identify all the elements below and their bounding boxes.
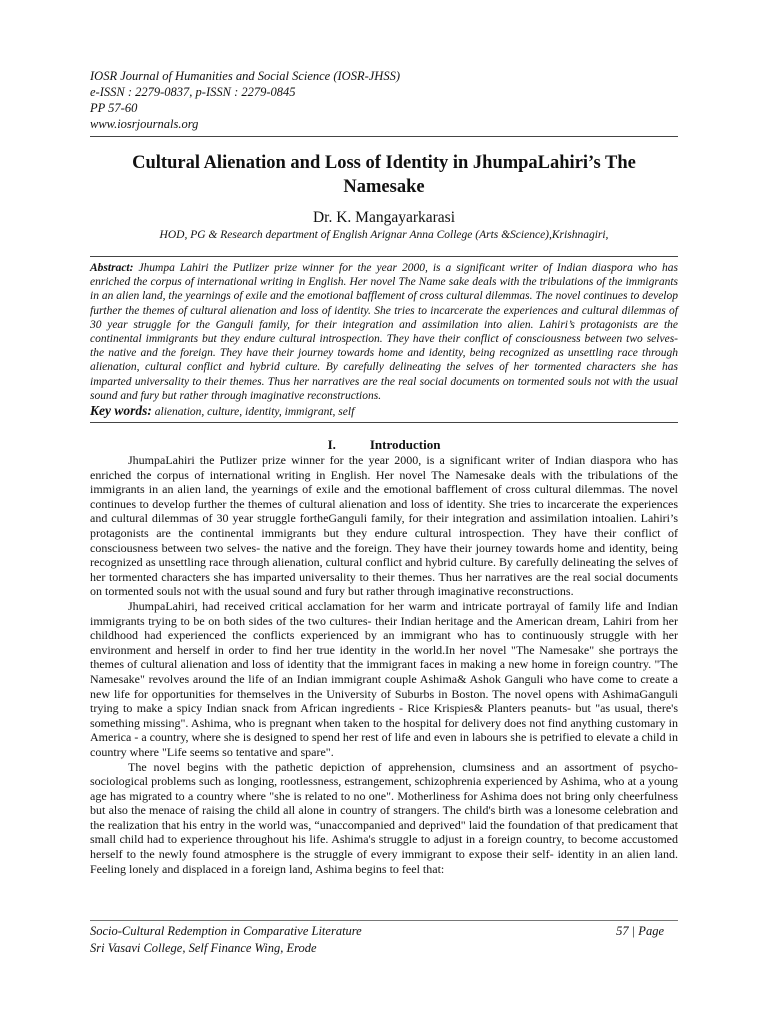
paper-page (90, 68, 678, 876)
footer-college: Sri Vasavi College, Self Finance Wing, Erode (90, 941, 317, 955)
section-title: Introduction (369, 437, 441, 453)
journal-issn: e-ISSN : 2279-0837, p-ISSN : 2279-0845 (90, 85, 296, 99)
abstract-label: Abstract: (90, 262, 134, 274)
journal-header (90, 68, 678, 132)
title-line-1: Cultural Alienation and Loss of Identity in JhumpaLahiri’s The (132, 153, 636, 173)
keywords (90, 404, 678, 423)
title-line-2: Namesake (343, 177, 425, 197)
body-paragraph-2: JhumpaLahiri, had received critical acclamation for her warm and intricate portrayal of family life and Indian immigrants trying to be on both sides of the two cultures- their Indian heritage and the American dream, Lahiri from her childhood had experienced the conflicts experienced by an immigrant who has to continuously struggle with her environment and herself in order to find her true identity in the world.In her novel "The Namesake" she portrays the themes of cultural alienation and loss of identity that the immigrant faces in making a new home in foreign country. "The Namesake" revolves around the life of an Indian immigrant couple Ashima& Ashok Ganguli who have come to create a new life for opportunities for themselves in the University of Suburbs in Boston. The novel opens with AshimaGanguli trying to make a spicy Indian snack from African ingredients - Rice Krispies& Planters peanuts- but "as usual, there's something missing". Ashima, who is pregnant when taken to the hospital for delivery does not find anything customary in America - a country, where she is designed to spend her rest of life and even in labours she is petrified to elevate a child in country where "Life seems so tentative and spare". (90, 598, 678, 759)
author-name: Dr. K. Mangayarkarasi (312, 209, 456, 226)
body-paragraph-1: JhumpaLahiri the Putlizer prize winner for the year 2000, is a significant writer of Indian diaspora who has enriched the corpus of international writing in English. Her novel The Namesake deals with the tribulations of the immigrants in an alien land, the yearnings of exile and the emotional bafflement of cross cultural dilemmas. The novel continues to develop further the themes of cultural alienation and loss of identity. She tries to incarcerate the experiences and cultural dilemmas of 30 year struggle fortheGanguli family, for their integration and assimilation intoalien. Lahiri’s protagonists are the continental immigrants but they endure cultural introspection. They have their conflict of consciousness between two selves- the native and the foreign. They have their journey towards home and identity, being recognized as unsettling race through alienation, cultural conflict and hybrid culture. By carefully delineating the selves of her tormented characters she has imparted universality to their themes. Thus her narratives are the real social documents on tormented souls not with the usual sound and fury but rather through imaginative reconstructions. (90, 453, 678, 599)
footer-conference: Socio-Cultural Redemption in Comparative Literature (90, 924, 362, 938)
section-heading (90, 437, 678, 453)
abstract-text: Jhumpa Lahiri the Putlizer prize winner for the year 2000, is a significant writer of Indian diaspora who has enriched the corpus of international writing in English. Her novel The Name sake deals with the tribulations of the immigrants in an alien land, the yearnings of exile and the emotional bafflement of cross cultural dilemmas. The novel continues to develop further the themes of cultural alienation and loss of identity. She tries to incarcerate the experiences and cultural dilemmas of 30 year struggle for the Ganguli family, for their integration and assimilation into alien. Lahiri’s protagonists are the continental immigrants but they endure cultural introspection. They have their conflict of consciousness between two selves- the native and the foreign. They have their journey towards home and identity, being recognized as unsettling race through alienation, cultural conflict and hybrid culture. By carefully delineating the selves of her tormented characters she has imparted universality to their themes. Thus her narratives are the real social documents on tormented souls not with the usual sound and fury but rather through imaginative reconstructions. (90, 262, 678, 402)
journal-pages: PP 57-60 (90, 101, 138, 115)
author-affiliation: HOD, PG & Research department of English Arignar Anna College (Arts &Science),Krishnagiri, (159, 229, 609, 241)
article-title (90, 151, 678, 199)
body-paragraph-3: The novel begins with the pathetic depiction of apprehension, clumsiness and an assortment of psycho-sociological problems such as longing, rootlessness, estrangement, schizophrenia experienced by Ashima, who at a young age has migrated to a country where "she is related to no one". Motherliness for Ashima does not bring only cheerfulness but also the menace of raising the child all alone in country of strangers. The child's birth was a lonesome celebration and the realization that his entry in the world was, “unaccompanied and deprived" laid the foundation of that predicament that small child had to experience throughout his life. Ashima's struggle to adjust in a foreign country, to become accustomed herself to the newly found atmosphere is the struggle of every immigrant to expose their self- identity in an alien land. Feeling lonely and displaced in a foreign land, Ashima begins to feel that: (90, 759, 678, 876)
abstract (90, 256, 678, 403)
section-number: I. (327, 437, 336, 453)
keywords-text: alienation, culture, identity, immigrant, self (151, 406, 355, 419)
footer-rule (90, 920, 678, 921)
journal-website[interactable]: www.iosrjournals.org (90, 117, 199, 131)
header-rule (90, 136, 678, 137)
journal-name: IOSR Journal of Humanities and Social Science (IOSR-JHSS) (90, 69, 400, 83)
keywords-label: Key words: (90, 403, 152, 419)
page-footer (90, 923, 664, 957)
footer-page-number: 57 | Page (616, 924, 664, 938)
